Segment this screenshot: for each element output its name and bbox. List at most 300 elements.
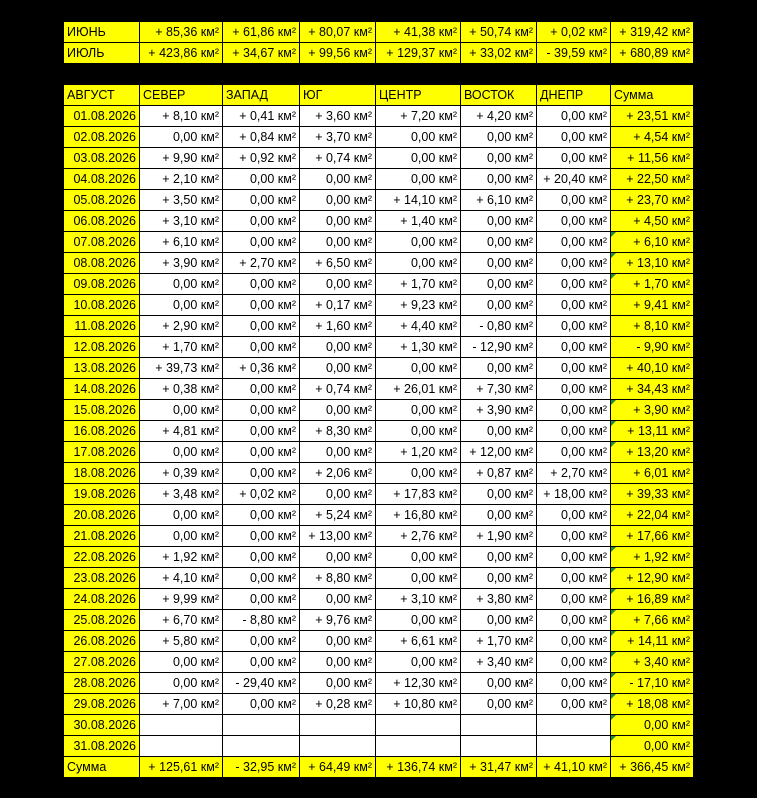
date-cell[interactable]: 28.08.2026 (64, 673, 140, 694)
value-cell[interactable]: + 0,38 км² (140, 379, 223, 400)
month-value-cell[interactable]: + 80,07 км² (300, 22, 376, 43)
value-cell[interactable]: 0,00 км² (537, 379, 611, 400)
value-cell[interactable] (140, 736, 223, 757)
sum-cell[interactable]: + 8,10 км² (611, 316, 694, 337)
value-cell[interactable]: 0,00 км² (300, 337, 376, 358)
value-cell[interactable]: 0,00 км² (376, 127, 461, 148)
date-cell[interactable]: 21.08.2026 (64, 526, 140, 547)
column-header-cell[interactable]: ЮГ (300, 85, 376, 106)
date-cell[interactable]: 30.08.2026 (64, 715, 140, 736)
date-cell[interactable]: 13.08.2026 (64, 358, 140, 379)
value-cell[interactable]: 0,00 км² (461, 505, 537, 526)
value-cell[interactable]: + 3,80 км² (461, 589, 537, 610)
summary-row (64, 43, 694, 64)
value-cell[interactable]: + 0,17 км² (300, 295, 376, 316)
value-cell[interactable]: 0,00 км² (537, 610, 611, 631)
date-cell[interactable]: 10.08.2026 (64, 295, 140, 316)
value-cell[interactable]: 0,00 км² (300, 652, 376, 673)
value-cell[interactable] (537, 736, 611, 757)
value-cell[interactable]: + 9,23 км² (376, 295, 461, 316)
month-value-cell[interactable]: + 34,67 км² (223, 43, 300, 64)
value-cell[interactable]: + 3,90 км² (140, 253, 223, 274)
value-cell[interactable]: 0,00 км² (300, 400, 376, 421)
value-cell[interactable]: + 8,30 км² (300, 421, 376, 442)
table-row (64, 400, 694, 421)
month-value-cell[interactable]: + 41,38 км² (376, 22, 461, 43)
date-cell[interactable]: 18.08.2026 (64, 463, 140, 484)
date-cell[interactable]: 25.08.2026 (64, 610, 140, 631)
value-cell[interactable]: + 7,20 км² (376, 106, 461, 127)
total-value-cell[interactable]: + 64,49 км² (300, 757, 376, 778)
value-cell[interactable]: 0,00 км² (537, 211, 611, 232)
value-cell[interactable]: 0,00 км² (376, 169, 461, 190)
value-cell[interactable]: 0,00 км² (223, 400, 300, 421)
value-cell[interactable]: + 1,30 км² (376, 337, 461, 358)
value-cell[interactable]: + 3,50 км² (140, 190, 223, 211)
value-cell[interactable]: 0,00 км² (376, 652, 461, 673)
value-cell[interactable]: 0,00 км² (223, 295, 300, 316)
sum-cell[interactable]: + 40,10 км² (611, 358, 694, 379)
date-cell[interactable]: 17.08.2026 (64, 442, 140, 463)
sum-cell[interactable]: + 23,51 км² (611, 106, 694, 127)
value-cell[interactable]: 0,00 км² (300, 190, 376, 211)
value-cell[interactable]: + 0,74 км² (300, 148, 376, 169)
table-row (64, 715, 694, 736)
column-header-cell[interactable]: СЕВЕР (140, 85, 223, 106)
table-row (64, 148, 694, 169)
value-cell[interactable]: + 3,10 км² (140, 211, 223, 232)
value-cell[interactable]: + 0,28 км² (300, 694, 376, 715)
value-cell[interactable] (461, 715, 537, 736)
value-cell[interactable]: 0,00 км² (376, 148, 461, 169)
value-cell[interactable]: 0,00 км² (140, 127, 223, 148)
value-cell[interactable]: 0,00 км² (223, 442, 300, 463)
total-value-cell[interactable]: - 32,95 км² (223, 757, 300, 778)
value-cell[interactable]: 0,00 км² (537, 316, 611, 337)
sum-cell[interactable]: + 4,50 км² (611, 211, 694, 232)
value-cell[interactable]: 0,00 км² (300, 631, 376, 652)
value-cell[interactable]: + 10,80 км² (376, 694, 461, 715)
value-cell[interactable]: + 7,00 км² (140, 694, 223, 715)
value-cell[interactable]: 0,00 км² (537, 358, 611, 379)
value-cell[interactable]: 0,00 км² (300, 358, 376, 379)
value-cell[interactable]: + 4,20 км² (461, 106, 537, 127)
value-cell[interactable] (300, 715, 376, 736)
sum-cell[interactable]: + 6,01 км² (611, 463, 694, 484)
value-cell[interactable]: - 8,80 км² (223, 610, 300, 631)
value-cell[interactable] (300, 736, 376, 757)
value-cell[interactable]: + 8,10 км² (140, 106, 223, 127)
table-row (64, 484, 694, 505)
value-cell[interactable]: 0,00 км² (537, 148, 611, 169)
value-cell[interactable]: 0,00 км² (223, 505, 300, 526)
value-cell[interactable]: 0,00 км² (461, 421, 537, 442)
sum-cell[interactable]: + 9,41 км² (611, 295, 694, 316)
value-cell[interactable]: 0,00 км² (140, 526, 223, 547)
value-cell[interactable]: + 9,99 км² (140, 589, 223, 610)
value-cell[interactable]: 0,00 км² (223, 589, 300, 610)
value-cell[interactable]: + 2,06 км² (300, 463, 376, 484)
table-row (64, 589, 694, 610)
sum-cell[interactable]: + 3,40 км² (611, 652, 694, 673)
sum-cell[interactable]: 0,00 км² (611, 736, 694, 757)
value-cell[interactable]: 0,00 км² (537, 526, 611, 547)
value-cell[interactable]: + 3,90 км² (461, 400, 537, 421)
value-cell[interactable]: + 7,30 км² (461, 379, 537, 400)
value-cell[interactable]: 0,00 км² (537, 568, 611, 589)
month-value-cell[interactable]: - 39,59 км² (537, 43, 611, 64)
value-cell[interactable]: + 0,74 км² (300, 379, 376, 400)
date-cell[interactable]: 09.08.2026 (64, 274, 140, 295)
date-cell[interactable]: 31.08.2026 (64, 736, 140, 757)
value-cell[interactable]: + 3,70 км² (300, 127, 376, 148)
value-cell[interactable]: + 2,76 км² (376, 526, 461, 547)
sum-cell[interactable]: + 12,90 км² (611, 568, 694, 589)
value-cell[interactable]: 0,00 км² (461, 211, 537, 232)
value-cell[interactable]: 0,00 км² (537, 631, 611, 652)
value-cell[interactable]: + 13,00 км² (300, 526, 376, 547)
value-cell[interactable]: 0,00 км² (300, 169, 376, 190)
value-cell[interactable]: + 18,00 км² (537, 484, 611, 505)
value-cell[interactable]: 0,00 км² (223, 694, 300, 715)
value-cell[interactable]: + 14,10 км² (376, 190, 461, 211)
value-cell[interactable]: 0,00 км² (537, 190, 611, 211)
value-cell[interactable]: 0,00 км² (223, 337, 300, 358)
sum-cell[interactable]: - 9,90 км² (611, 337, 694, 358)
sum-cell[interactable]: + 13,11 км² (611, 421, 694, 442)
value-cell[interactable]: 0,00 км² (300, 232, 376, 253)
date-cell[interactable]: 19.08.2026 (64, 484, 140, 505)
value-cell[interactable]: + 2,70 км² (223, 253, 300, 274)
month-value-cell[interactable]: + 129,37 км² (376, 43, 461, 64)
date-cell[interactable]: 24.08.2026 (64, 589, 140, 610)
value-cell[interactable]: 0,00 км² (376, 421, 461, 442)
value-cell[interactable]: 0,00 км² (461, 673, 537, 694)
total-value-cell[interactable]: + 31,47 км² (461, 757, 537, 778)
value-cell[interactable]: 0,00 км² (223, 568, 300, 589)
value-cell[interactable]: - 29,40 км² (223, 673, 300, 694)
value-cell[interactable]: 0,00 км² (537, 505, 611, 526)
table-row (64, 169, 694, 190)
value-cell[interactable]: 0,00 км² (461, 232, 537, 253)
value-cell[interactable]: 0,00 км² (376, 547, 461, 568)
value-cell[interactable]: - 12,90 км² (461, 337, 537, 358)
sum-cell[interactable]: 0,00 км² (611, 715, 694, 736)
date-cell[interactable]: 16.08.2026 (64, 421, 140, 442)
value-cell[interactable]: 0,00 км² (223, 316, 300, 337)
value-cell[interactable]: 0,00 км² (223, 379, 300, 400)
value-cell[interactable]: + 0,87 км² (461, 463, 537, 484)
month-value-cell[interactable]: + 680,89 км² (611, 43, 694, 64)
value-cell[interactable]: + 0,02 км² (223, 484, 300, 505)
value-cell[interactable]: 0,00 км² (537, 106, 611, 127)
value-cell[interactable]: + 0,84 км² (223, 127, 300, 148)
monthly-summary-table (63, 21, 694, 64)
sum-cell[interactable]: + 22,04 км² (611, 505, 694, 526)
value-cell[interactable] (376, 736, 461, 757)
table-row (64, 463, 694, 484)
value-cell[interactable]: 0,00 км² (223, 463, 300, 484)
sum-cell[interactable]: + 11,56 км² (611, 148, 694, 169)
sum-cell[interactable]: + 6,10 км² (611, 232, 694, 253)
date-cell[interactable]: 11.08.2026 (64, 316, 140, 337)
value-cell[interactable] (140, 715, 223, 736)
value-cell[interactable] (376, 715, 461, 736)
value-cell[interactable]: + 0,92 км² (223, 148, 300, 169)
sum-cell[interactable]: + 14,11 км² (611, 631, 694, 652)
value-cell[interactable]: 0,00 км² (461, 610, 537, 631)
value-cell[interactable]: 0,00 км² (461, 169, 537, 190)
value-cell[interactable]: 0,00 км² (223, 421, 300, 442)
value-cell[interactable]: + 1,40 км² (376, 211, 461, 232)
value-cell[interactable]: 0,00 км² (223, 232, 300, 253)
month-label-cell[interactable]: ИЮЛЬ (64, 43, 140, 64)
date-cell[interactable]: 02.08.2026 (64, 127, 140, 148)
date-cell[interactable]: 05.08.2026 (64, 190, 140, 211)
value-cell[interactable]: 0,00 км² (300, 547, 376, 568)
value-cell[interactable]: + 3,60 км² (300, 106, 376, 127)
month-value-cell[interactable]: + 423,86 км² (140, 43, 223, 64)
date-cell[interactable]: 03.08.2026 (64, 148, 140, 169)
value-cell[interactable]: 0,00 км² (223, 274, 300, 295)
value-cell[interactable]: 0,00 км² (461, 694, 537, 715)
value-cell[interactable]: + 6,10 км² (461, 190, 537, 211)
column-header-cell[interactable]: ДНЕПР (537, 85, 611, 106)
value-cell[interactable]: + 6,10 км² (140, 232, 223, 253)
value-cell[interactable]: 0,00 км² (537, 421, 611, 442)
total-value-cell[interactable]: + 125,61 км² (140, 757, 223, 778)
value-cell[interactable]: + 6,61 км² (376, 631, 461, 652)
month-value-cell[interactable]: + 85,36 км² (140, 22, 223, 43)
date-cell[interactable]: 29.08.2026 (64, 694, 140, 715)
date-cell[interactable]: 23.08.2026 (64, 568, 140, 589)
value-cell[interactable]: + 2,10 км² (140, 169, 223, 190)
month-value-cell[interactable]: + 319,42 км² (611, 22, 694, 43)
column-header-cell[interactable]: АВГУСТ (64, 85, 140, 106)
date-cell[interactable]: 26.08.2026 (64, 631, 140, 652)
value-cell[interactable]: 0,00 км² (140, 673, 223, 694)
value-cell[interactable] (223, 715, 300, 736)
sum-cell[interactable]: + 34,43 км² (611, 379, 694, 400)
value-cell[interactable]: 0,00 км² (223, 190, 300, 211)
value-cell[interactable]: 0,00 км² (223, 526, 300, 547)
value-cell[interactable]: 0,00 км² (537, 673, 611, 694)
value-cell[interactable]: + 5,80 км² (140, 631, 223, 652)
month-value-cell[interactable]: + 0,02 км² (537, 22, 611, 43)
value-cell[interactable]: - 0,80 км² (461, 316, 537, 337)
value-cell[interactable] (537, 715, 611, 736)
table-row (64, 232, 694, 253)
value-cell[interactable]: 0,00 км² (461, 274, 537, 295)
value-cell[interactable]: 0,00 км² (300, 589, 376, 610)
sum-cell[interactable]: + 17,66 км² (611, 526, 694, 547)
value-cell[interactable]: 0,00 км² (376, 400, 461, 421)
sum-cell[interactable]: + 13,20 км² (611, 442, 694, 463)
value-cell[interactable]: 0,00 км² (461, 547, 537, 568)
month-value-cell[interactable]: + 50,74 км² (461, 22, 537, 43)
sum-cell[interactable]: + 4,54 км² (611, 127, 694, 148)
date-cell[interactable]: 08.08.2026 (64, 253, 140, 274)
total-value-cell[interactable]: + 41,10 км² (537, 757, 611, 778)
value-cell[interactable]: 0,00 км² (537, 337, 611, 358)
value-cell[interactable]: + 0,41 км² (223, 106, 300, 127)
sum-cell[interactable]: + 18,08 км² (611, 694, 694, 715)
date-cell[interactable]: 12.08.2026 (64, 337, 140, 358)
value-cell[interactable]: + 3,10 км² (376, 589, 461, 610)
value-cell[interactable]: 0,00 км² (461, 127, 537, 148)
table-row (64, 526, 694, 547)
sum-cell[interactable]: + 13,10 км² (611, 253, 694, 274)
table-row (64, 211, 694, 232)
sum-cell[interactable]: + 1,70 км² (611, 274, 694, 295)
value-cell[interactable]: 0,00 км² (140, 652, 223, 673)
value-cell[interactable]: 0,00 км² (140, 505, 223, 526)
column-header-cell[interactable]: ВОСТОК (461, 85, 537, 106)
sum-cell[interactable]: + 7,66 км² (611, 610, 694, 631)
value-cell[interactable]: 0,00 км² (537, 400, 611, 421)
value-cell[interactable]: 0,00 км² (376, 463, 461, 484)
value-cell[interactable]: 0,00 км² (461, 148, 537, 169)
value-cell[interactable]: + 8,80 км² (300, 568, 376, 589)
value-cell[interactable]: 0,00 км² (223, 547, 300, 568)
value-cell[interactable]: + 3,40 км² (461, 652, 537, 673)
column-header-cell[interactable]: ЗАПАД (223, 85, 300, 106)
value-cell[interactable]: + 9,76 км² (300, 610, 376, 631)
value-cell[interactable]: 0,00 км² (376, 568, 461, 589)
value-cell[interactable]: 0,00 км² (461, 484, 537, 505)
month-label-cell[interactable]: ИЮНЬ (64, 22, 140, 43)
table-row (64, 547, 694, 568)
date-cell[interactable]: 14.08.2026 (64, 379, 140, 400)
month-value-cell[interactable]: + 33,02 км² (461, 43, 537, 64)
value-cell[interactable]: 0,00 км² (140, 274, 223, 295)
value-cell[interactable]: 0,00 км² (300, 673, 376, 694)
value-cell[interactable]: 0,00 км² (537, 589, 611, 610)
value-cell[interactable]: + 39,73 км² (140, 358, 223, 379)
value-cell[interactable]: 0,00 км² (300, 442, 376, 463)
value-cell[interactable]: + 26,01 км² (376, 379, 461, 400)
date-cell[interactable]: 01.08.2026 (64, 106, 140, 127)
value-cell[interactable]: 0,00 км² (140, 400, 223, 421)
value-cell[interactable]: 0,00 км² (537, 652, 611, 673)
sum-cell[interactable]: + 23,70 км² (611, 190, 694, 211)
total-value-cell[interactable]: + 136,74 км² (376, 757, 461, 778)
value-cell[interactable]: + 1,70 км² (461, 631, 537, 652)
value-cell[interactable] (461, 736, 537, 757)
value-cell[interactable]: + 4,40 км² (376, 316, 461, 337)
value-cell[interactable]: 0,00 км² (461, 253, 537, 274)
value-cell[interactable]: + 1,70 км² (140, 337, 223, 358)
value-cell[interactable] (223, 736, 300, 757)
value-cell[interactable]: + 1,92 км² (140, 547, 223, 568)
sum-cell[interactable]: + 16,89 км² (611, 589, 694, 610)
value-cell[interactable]: 0,00 км² (140, 442, 223, 463)
table-row (64, 379, 694, 400)
value-cell[interactable]: + 2,70 км² (537, 463, 611, 484)
value-cell[interactable]: + 20,40 км² (537, 169, 611, 190)
column-header-cell[interactable]: ЦЕНТР (376, 85, 461, 106)
value-cell[interactable]: + 12,30 км² (376, 673, 461, 694)
value-cell[interactable]: + 4,10 км² (140, 568, 223, 589)
total-label-cell[interactable]: Сумма (64, 757, 140, 778)
date-cell[interactable]: 22.08.2026 (64, 547, 140, 568)
value-cell[interactable]: 0,00 км² (537, 442, 611, 463)
column-header-cell[interactable]: Сумма (611, 85, 694, 106)
date-cell[interactable]: 27.08.2026 (64, 652, 140, 673)
value-cell[interactable]: + 2,90 км² (140, 316, 223, 337)
value-cell[interactable]: + 1,60 км² (300, 316, 376, 337)
sum-cell[interactable]: + 1,92 км² (611, 547, 694, 568)
sum-cell[interactable]: + 39,33 км² (611, 484, 694, 505)
value-cell[interactable]: 0,00 км² (140, 295, 223, 316)
value-cell[interactable]: 0,00 км² (300, 211, 376, 232)
sum-cell[interactable]: + 22,50 км² (611, 169, 694, 190)
month-value-cell[interactable]: + 61,86 км² (223, 22, 300, 43)
date-cell[interactable]: 20.08.2026 (64, 505, 140, 526)
value-cell[interactable]: + 6,50 км² (300, 253, 376, 274)
value-cell[interactable]: 0,00 км² (537, 127, 611, 148)
table-row (64, 106, 694, 127)
date-cell[interactable]: 07.08.2026 (64, 232, 140, 253)
table-row (64, 505, 694, 526)
value-cell[interactable]: 0,00 км² (223, 211, 300, 232)
value-cell[interactable]: 0,00 км² (537, 253, 611, 274)
value-cell[interactable]: + 0,39 км² (140, 463, 223, 484)
value-cell[interactable]: 0,00 км² (300, 484, 376, 505)
sum-cell[interactable]: + 3,90 км² (611, 400, 694, 421)
value-cell[interactable]: + 1,20 км² (376, 442, 461, 463)
value-cell[interactable]: 0,00 км² (223, 652, 300, 673)
month-value-cell[interactable]: + 99,56 км² (300, 43, 376, 64)
value-cell[interactable]: + 17,83 км² (376, 484, 461, 505)
value-cell[interactable]: 0,00 км² (537, 694, 611, 715)
value-cell[interactable]: 0,00 км² (537, 295, 611, 316)
date-cell[interactable]: 06.08.2026 (64, 211, 140, 232)
value-cell[interactable]: + 1,70 км² (376, 274, 461, 295)
value-cell[interactable]: 0,00 км² (461, 568, 537, 589)
value-cell[interactable]: 0,00 км² (537, 547, 611, 568)
value-cell[interactable]: + 9,90 км² (140, 148, 223, 169)
value-cell[interactable]: 0,00 км² (537, 232, 611, 253)
value-cell[interactable]: + 3,48 км² (140, 484, 223, 505)
value-cell[interactable]: 0,00 км² (223, 631, 300, 652)
value-cell[interactable]: 0,00 км² (376, 610, 461, 631)
value-cell[interactable]: + 1,90 км² (461, 526, 537, 547)
value-cell[interactable]: 0,00 км² (461, 358, 537, 379)
value-cell[interactable]: 0,00 км² (376, 358, 461, 379)
value-cell[interactable]: + 5,24 км² (300, 505, 376, 526)
value-cell[interactable]: 0,00 км² (300, 274, 376, 295)
value-cell[interactable]: 0,00 км² (223, 169, 300, 190)
value-cell[interactable]: + 16,80 км² (376, 505, 461, 526)
sum-cell[interactable]: - 17,10 км² (611, 673, 694, 694)
table-row (64, 358, 694, 379)
value-cell[interactable]: + 12,00 км² (461, 442, 537, 463)
value-cell[interactable]: + 6,70 км² (140, 610, 223, 631)
value-cell[interactable]: 0,00 км² (537, 274, 611, 295)
date-cell[interactable]: 04.08.2026 (64, 169, 140, 190)
table-row (64, 253, 694, 274)
value-cell[interactable]: + 4,81 км² (140, 421, 223, 442)
value-cell[interactable]: + 0,36 км² (223, 358, 300, 379)
header-row (64, 85, 694, 106)
date-cell[interactable]: 15.08.2026 (64, 400, 140, 421)
value-cell[interactable]: 0,00 км² (461, 295, 537, 316)
value-cell[interactable]: 0,00 км² (376, 253, 461, 274)
table-row (64, 673, 694, 694)
value-cell[interactable]: 0,00 км² (376, 232, 461, 253)
total-value-cell[interactable]: + 366,45 км² (611, 757, 694, 778)
